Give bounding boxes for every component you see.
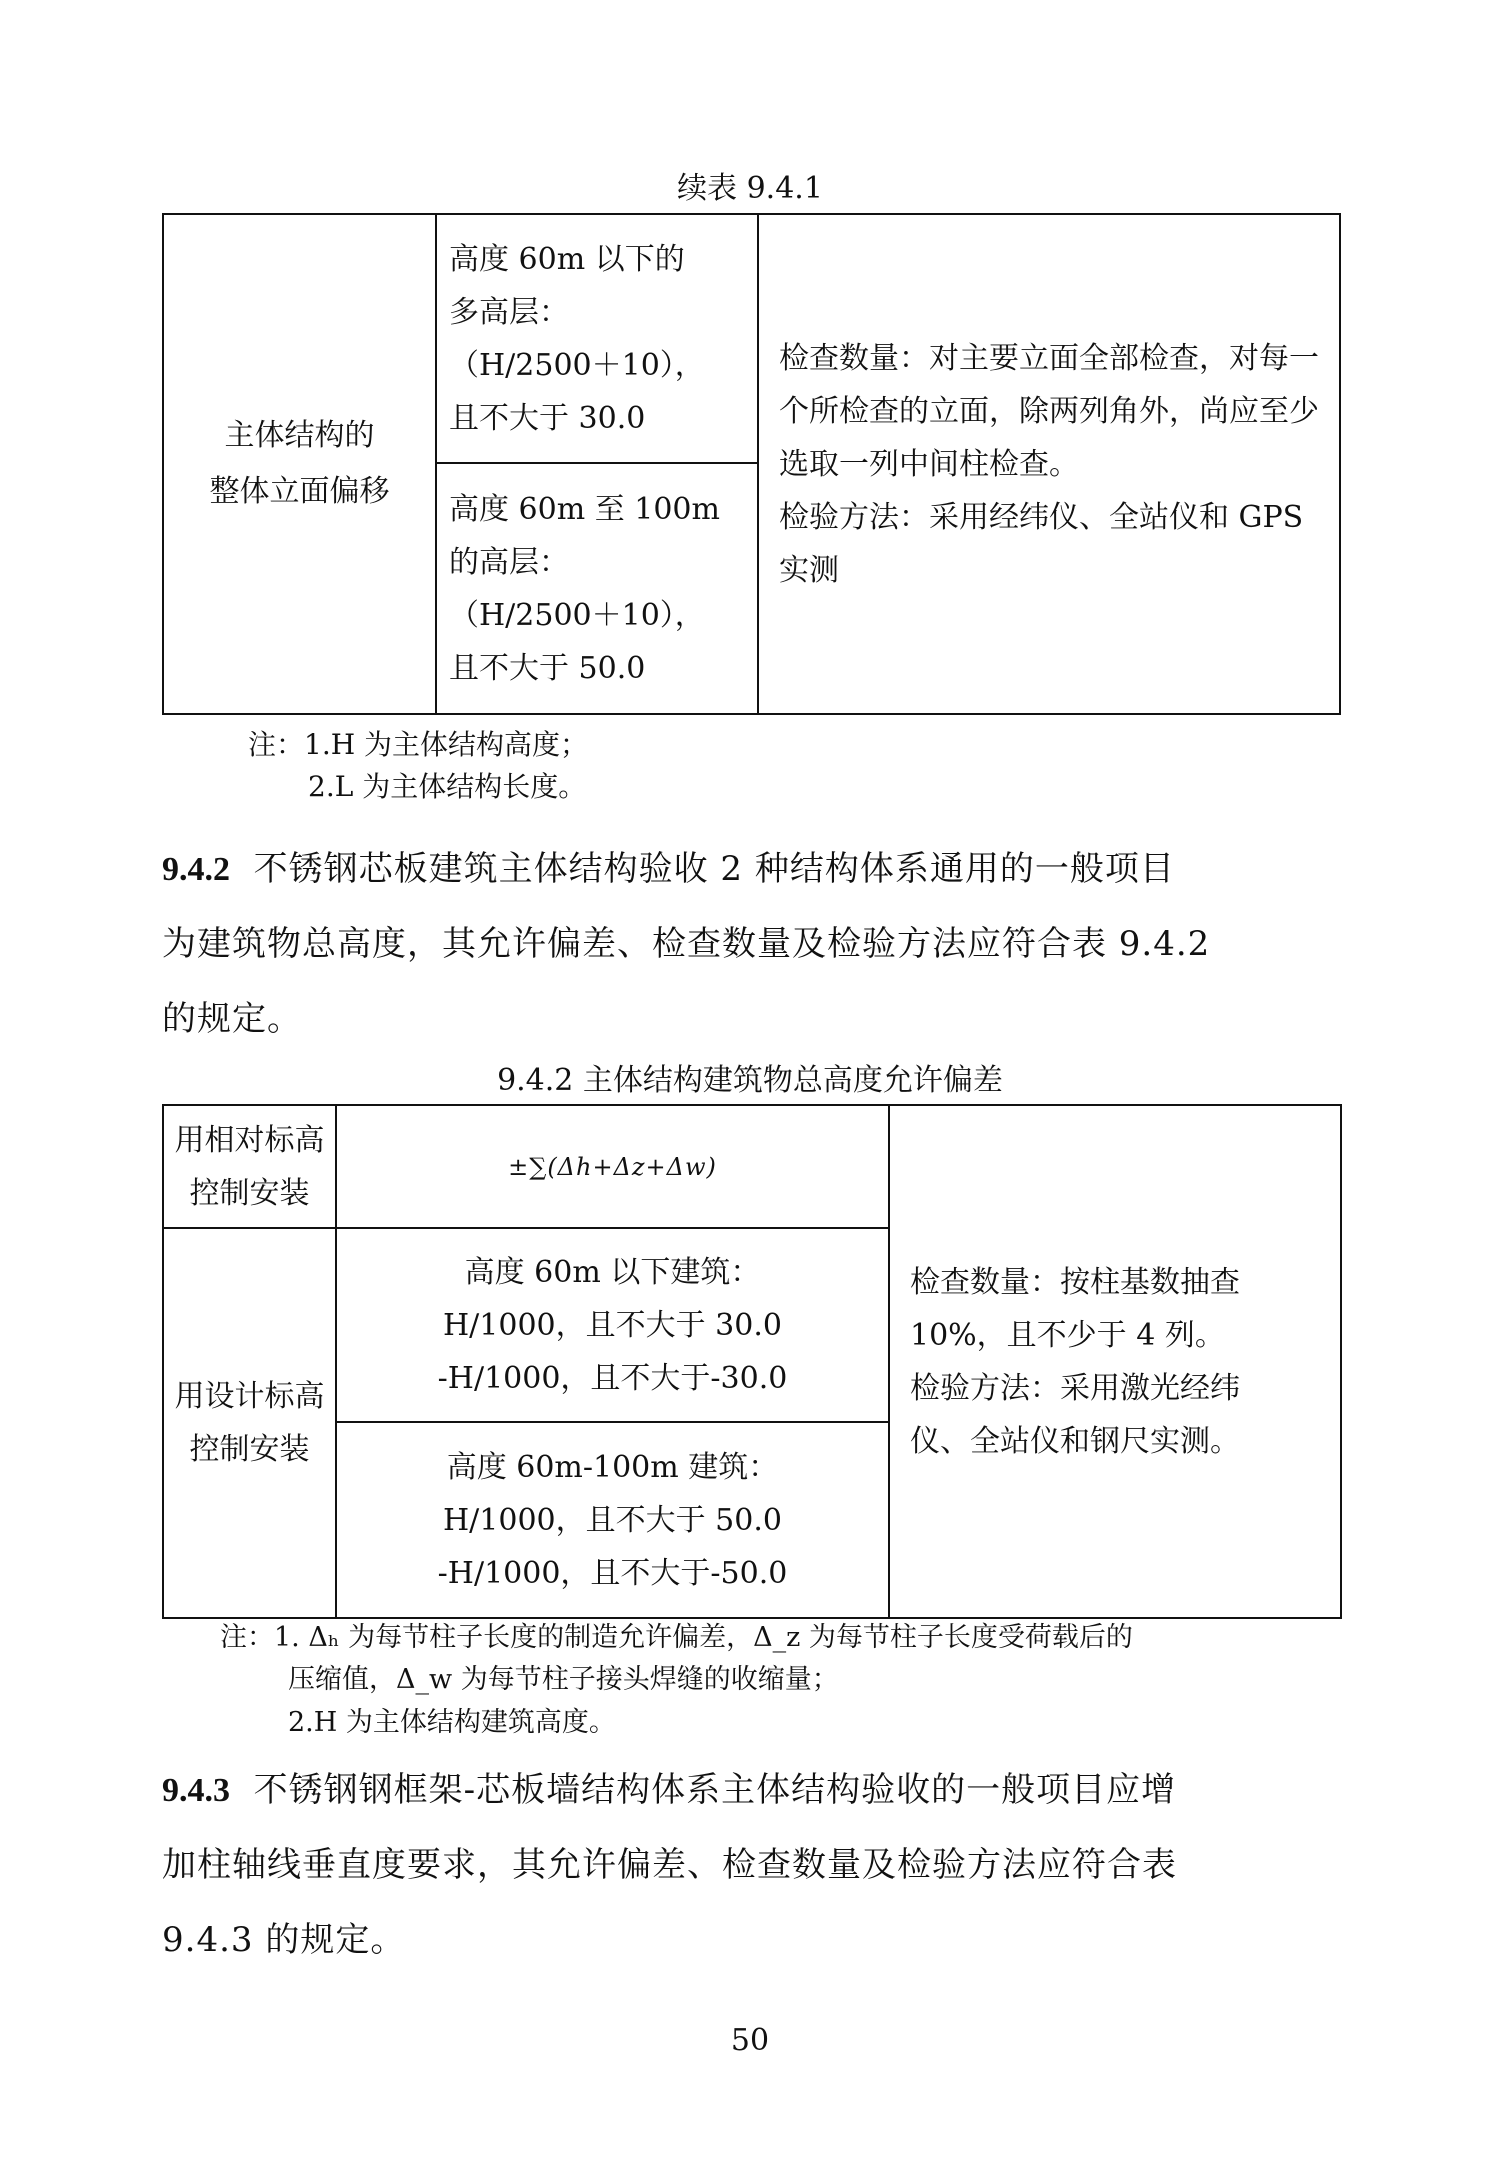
page-number: 50 [730,2023,770,2058]
condition-line: 的高层： [449,544,569,580]
table-9-4-1-continued [162,213,1341,715]
inspection-line: 个所检查的立面，除两列角外，尚应至少 [779,393,1319,429]
condition-line: 且不大于 30.0 [449,400,646,436]
formula-cell [336,1105,889,1228]
condition-line: 多高层： [449,294,569,330]
condition-line: -H/1000，且不大于-30.0 [437,1360,788,1396]
section-number: 9.4.3 [162,1772,230,1809]
condition-line: 且不大于 50.0 [449,650,646,686]
condition-line: （H/2500＋10）， [449,597,705,633]
inspection-line: 检查数量：对主要立面全部检查，对每一 [779,340,1319,376]
condition-cell-60m [436,214,758,463]
inspection-line: 实测 [779,552,839,588]
condition-line: H/1000，且不大于 50.0 [443,1502,782,1538]
design-elevation-label: 用设计标高 控制安装 [163,1228,336,1618]
condition-cell-60m [336,1228,889,1422]
table1-note-1: 注：1.H 为主体结构高度； [248,728,589,761]
item-name-line: 整体立面偏移 [209,474,390,509]
section-number: 9.4.2 [162,851,230,888]
section-9-4-3 [162,1753,1352,1978]
section-line: 9.4.2 不锈钢芯板建筑主体结构验收 2 种结构体系通用的一般项目 [162,849,1175,889]
condition-line: 高度 60m 至 100m [449,491,720,527]
condition-line: H/1000，且不大于 30.0 [443,1307,782,1343]
condition-cell-60-100m [336,1422,889,1618]
item-name-line: 主体结构的 [224,418,375,453]
condition-line: 高度 60m-100m 建筑： [446,1449,779,1485]
inspection-line: 检查数量：按柱基数抽查 [910,1264,1240,1300]
section-line: 9.4.3 的规定。 [162,1920,406,1960]
section-line: 加柱轴线垂直度要求，其允许偏差、检查数量及检验方法应符合表 [162,1845,1177,1885]
relative-elevation-label: 用相对标高 控制安装 [163,1105,336,1228]
item-name-cell [163,214,436,714]
section-line: 的规定。 [162,999,302,1039]
condition-line: -H/1000，且不大于-50.0 [437,1555,788,1591]
inspection-line: 检验方法：采用激光经纬 [910,1370,1240,1406]
condition-line: （H/2500＋10）， [449,347,705,383]
table-9-4-2 [162,1104,1342,1619]
condition-line: 高度 60m 以下的 [449,241,685,277]
table2-caption: 9.4.2 主体结构建筑物总高度允许偏差 [497,1063,1003,1098]
table2-note-1-cont: 压缩值，Δ_w 为每节柱子接头焊缝的收缩量； [288,1664,839,1695]
condition-cell-60-100m [436,463,758,714]
inspection-line: 仪、全站仪和钢尺实测。 [910,1423,1240,1459]
inspection-line: 10%，且不少于 4 列。 [910,1317,1225,1353]
tolerance-formula: ±∑(Δh+Δz+Δw) [508,1153,717,1181]
inspection-cell [889,1105,1341,1618]
table2-note-1: 注：1. Δₕ 为每节柱子长度的制造允许偏差，Δ_z 为每节柱子长度受荷载后的 [220,1622,1133,1653]
section-line: 9.4.3 不锈钢钢框架-芯板墙结构体系主体结构验收的一般项目应增 [162,1770,1177,1810]
inspection-cell [758,214,1340,714]
section-line: 为建筑物总高度，其允许偏差、检查数量及检验方法应符合表 9.4.2 [162,924,1211,964]
section-9-4-2 [162,832,1352,1057]
inspection-line: 检验方法：采用经纬仪、全站仪和 GPS [779,499,1304,535]
condition-line: 高度 60m 以下建筑： [464,1254,761,1290]
table2-note-2: 2.H 为主体结构建筑高度。 [288,1707,616,1738]
table1-caption: 续表 9.4.1 [677,171,823,206]
inspection-line: 选取一列中间柱检查。 [779,446,1079,482]
table1-note-2: 2.L 为主体结构长度。 [308,770,587,803]
